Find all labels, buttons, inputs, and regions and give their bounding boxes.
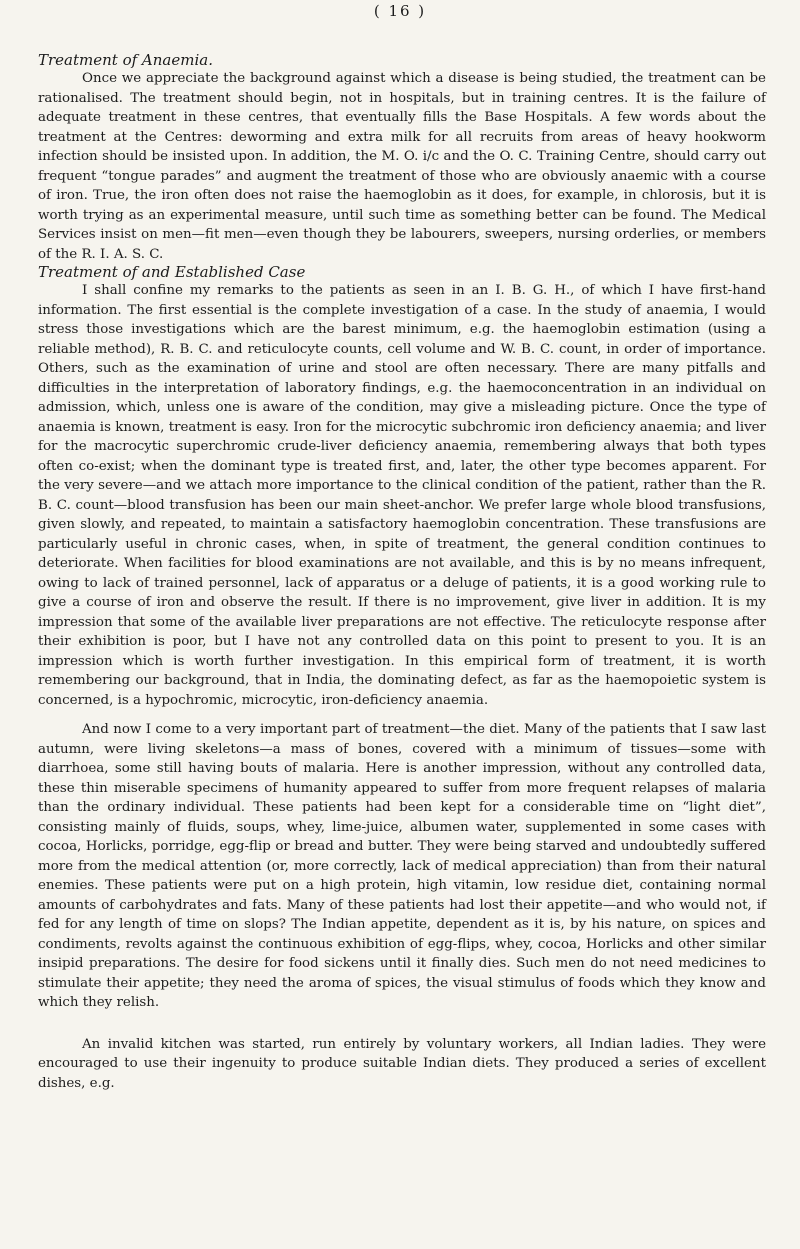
page-body — [38, 52, 766, 1093]
section-heading-treatment-of-anaemia: Treatment of Anaemia. — [38, 51, 213, 69]
page-number: ( 16 ) — [373, 2, 427, 20]
section-heading-established-case: Treatment of and Established Case — [38, 263, 306, 281]
paragraph-investigation: I shall confine my remarks to the patients as seen in an I. B. G. H., of which I have first-hand information. The first essential is the complete investigation of a case. In the study of anaemia, I would stress those investigations which are the barest minimum, e.g. the haemoglobin estimation (using a reliable method), R. B. C. and reticulocyte counts, cell volume and W. B. C. count, in order of importance. Others, such as the examination of urine and stool are often necessary. There are many pitfalls and difficulties in the interpretation of laboratory findings, e.g. the haemoconcentration in an individual on admission, which, unless one is aware of the condition, may give a misleading picture. Once the type of anaemia is known, treatment is easy. Iron for the microcytic subchromic iron deficiency anaemia; and liver for the macrocytic superchromic crude-liver deficiency anaemia, remembering always that both types often co-exist; when the dominant type is treated first, and, later, the other type becomes apparent. For the very severe—and we attach more importance to the clinical condition of the patient, rather than the R. B. C. count—blood transfusion has been our main sheet-anchor. We prefer large whole blood transfusions, given slowly, and repeated, to maintain a satisfactory haemoglobin concentration. These transfusions are particularly useful in chronic cases, when, in spite of treatment, the general condition continues to deteriorate. When facilities for blood examinations are not available, and this is by no means infrequent, owing to lack of trained personnel, lack of apparatus or a deluge of patients, it is a good working rule to give a course of iron and observe the result. If there is no improvement, give liver in addition. It is my impression that some of the available liver preparations are not effective. The reticulocyte response after their exhibition is poor, but I have not any controlled data on this point to present to you. It is an impression which is worth further investigation. In this empirical form of treatment, it is worth remembering our background, that in India, the dominating defect, as far as the haemopoietic system is concerned, is a hypochromic, microcytic, iron-deficiency anaemia. — [38, 283, 766, 708]
paragraph-invalid-kitchen: An invalid kitchen was started, run entirely by voluntary workers, all Indian ladies. They were encouraged to use their ingenuity to produce suitable Indian diets. They produced a series of excellent dishes, e.g. — [38, 1036, 766, 1091]
paragraph-diet: And now I come to a very important part of treatment—the diet. Many of the patients that I saw last autumn, were living skeletons—a mass of bones, covered with a minimum of tissues—some with diarrhoea, some still having bouts of malaria. Here is another impression, without any controlled data, these thin miserable specimens of humanity appeared to suffer from more frequent relapses of malaria than the ordinary individual. These patients had been kept for a considerable time on “light diet”, consisting mainly of fluids, soups, whey, lime-juice, albumen water, supplemented in some cases with cocoa, Horlicks, porridge, egg-flip or bread and butter. They were being starved and undoubtedly suffered more from the medical attention (or, more correctly, lack of medical appreciation) than from their natural enemies. These patients were put on a high protein, high vitamin, low residue diet, containing normal amounts of carbohydrates and fats. Many of these patients had lost their appetite—and who would not, if fed for any length of time on slops? The Indian appetite, dependent as it is, by his nature, on spices and condiments, revolts against the continuous exhibition of egg-flips, whey, cocoa, Horlicks and other similar insipid preparations. The desire for food sickens until it finally dies. Such men do not need medicines to stimulate their appetite; they need the aroma of spices, the visual stimulus of foods which they know and which they relish. — [38, 722, 766, 1010]
paragraph-training-centres: Once we appreciate the background against which a disease is being studied, the treatment can be rationalised. The treatment should begin, not in hospitals, but in training centres. It is the failure of adequate treatment in these centres, that eventually fills the Base Hospitals. A few words about the treatment at the Centres: deworming and extra milk for all recruits from areas of heavy hookworm infection should be insisted upon. In addition, the M. O. i/c and the O. C. Training Centre, should carry out frequent “tongue parades” and augment the treatment of those who are obviously anaemic with a course of iron. True, the iron often does not raise the haemoglobin as it does, for example, in chlorosis, but it is worth trying as an experimental measure, until such time as something better can be found. The Medical Services insist on men—fit men—even though they be labourers, sweepers, nursing orderlies, or members of the R. I. A. S. C. — [38, 71, 766, 262]
